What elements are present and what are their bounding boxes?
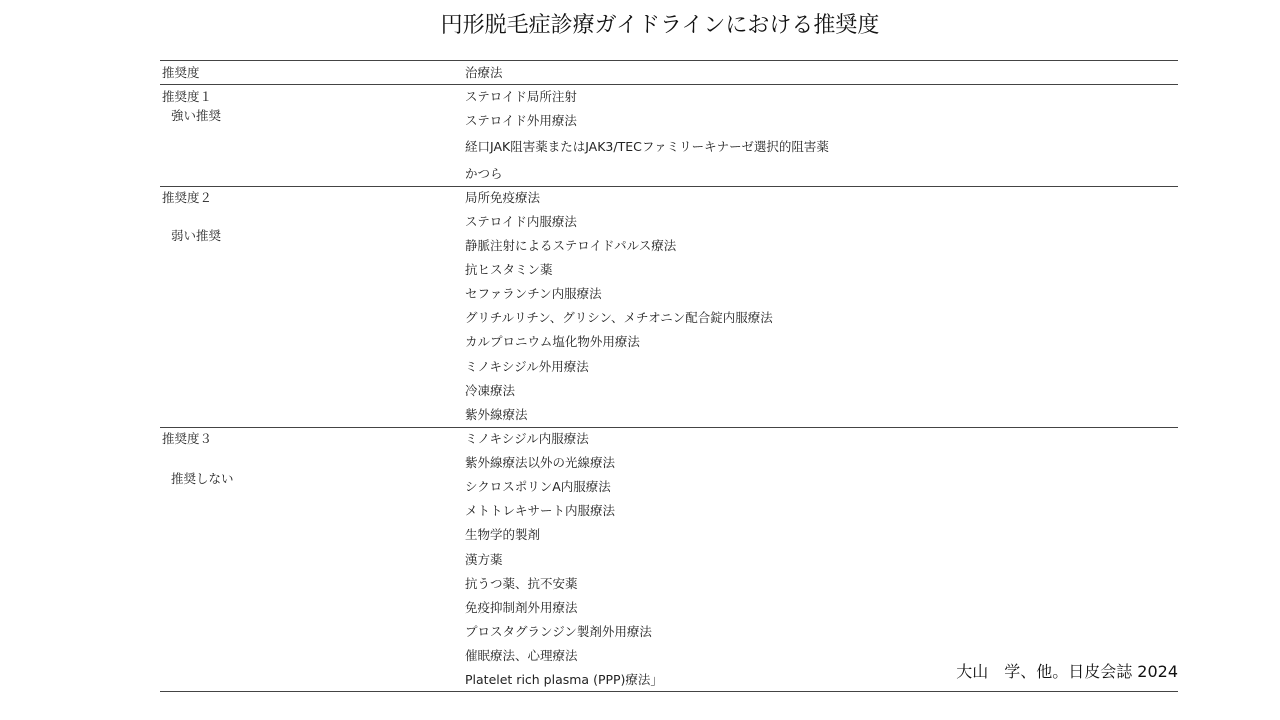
treatment-item: かつら	[465, 166, 503, 181]
grade-2-strength: 弱い推奨	[171, 228, 222, 243]
treatment-item: 生物学的製剤	[465, 527, 541, 542]
grade-2-label: 推奨度２	[162, 190, 213, 205]
treatment-item: ミノキシジル内服療法	[465, 431, 589, 446]
page-title: 円形脱毛症診療ガイドラインにおける推奨度	[440, 13, 880, 38]
treatment-item: メトトレキサート内服療法	[465, 503, 616, 518]
treatment-item: 漢方薬	[465, 552, 503, 567]
table-top-rule	[160, 60, 1178, 61]
grade-3-label: 推奨度３	[162, 431, 213, 446]
grade-1-strength: 強い推奨	[171, 108, 222, 123]
treatment-item: 経口JAK阻害薬またはJAK3/TECファミリーキナーゼ選択的阻害薬	[465, 139, 829, 154]
grade-3-strength: 推奨しない	[171, 471, 234, 486]
treatment-item: 局所免疫療法	[465, 190, 541, 205]
header-grade: 推奨度	[162, 65, 200, 80]
header-rule	[160, 84, 1178, 85]
treatment-item: 免疫抑制剤外用療法	[465, 600, 578, 615]
treatment-item: 紫外線療法以外の光線療法	[465, 455, 616, 470]
header-treatment: 治療法	[465, 65, 503, 80]
treatment-item: Platelet rich plasma (PPP)療法」	[465, 672, 663, 687]
treatment-item: 冷凍療法	[465, 383, 516, 398]
treatment-item: ステロイド局所注射	[465, 89, 577, 104]
treatment-item: グリチルリチン、グリシン、メチオニン配合錠内服療法	[465, 310, 773, 325]
table-bottom-rule	[160, 691, 1178, 692]
group-rule	[160, 427, 1178, 428]
treatment-item: セファランチン内服療法	[465, 286, 602, 301]
grade-1-label: 推奨度１	[162, 89, 213, 104]
treatment-item: プロスタグランジン製剤外用療法	[465, 624, 652, 639]
treatment-item: ミノキシジル外用療法	[465, 359, 589, 374]
treatment-item: 静脈注射によるステロイドパルス療法	[465, 238, 677, 253]
treatment-item: 抗うつ薬、抗不安薬	[465, 576, 578, 591]
group-rule	[160, 186, 1178, 187]
treatment-item: ステロイド内服療法	[465, 214, 577, 229]
treatment-item: カルプロニウム塩化物外用療法	[465, 334, 640, 349]
treatment-item: 紫外線療法	[465, 407, 528, 422]
treatment-item: ステロイド外用療法	[465, 113, 577, 128]
treatment-item: 抗ヒスタミン薬	[465, 262, 553, 277]
citation: 大山 学、他。日皮会誌 2024	[956, 662, 1178, 681]
treatment-item: 催眠療法、心理療法	[465, 648, 578, 663]
treatment-item: シクロスポリンA内服療法	[465, 479, 611, 494]
